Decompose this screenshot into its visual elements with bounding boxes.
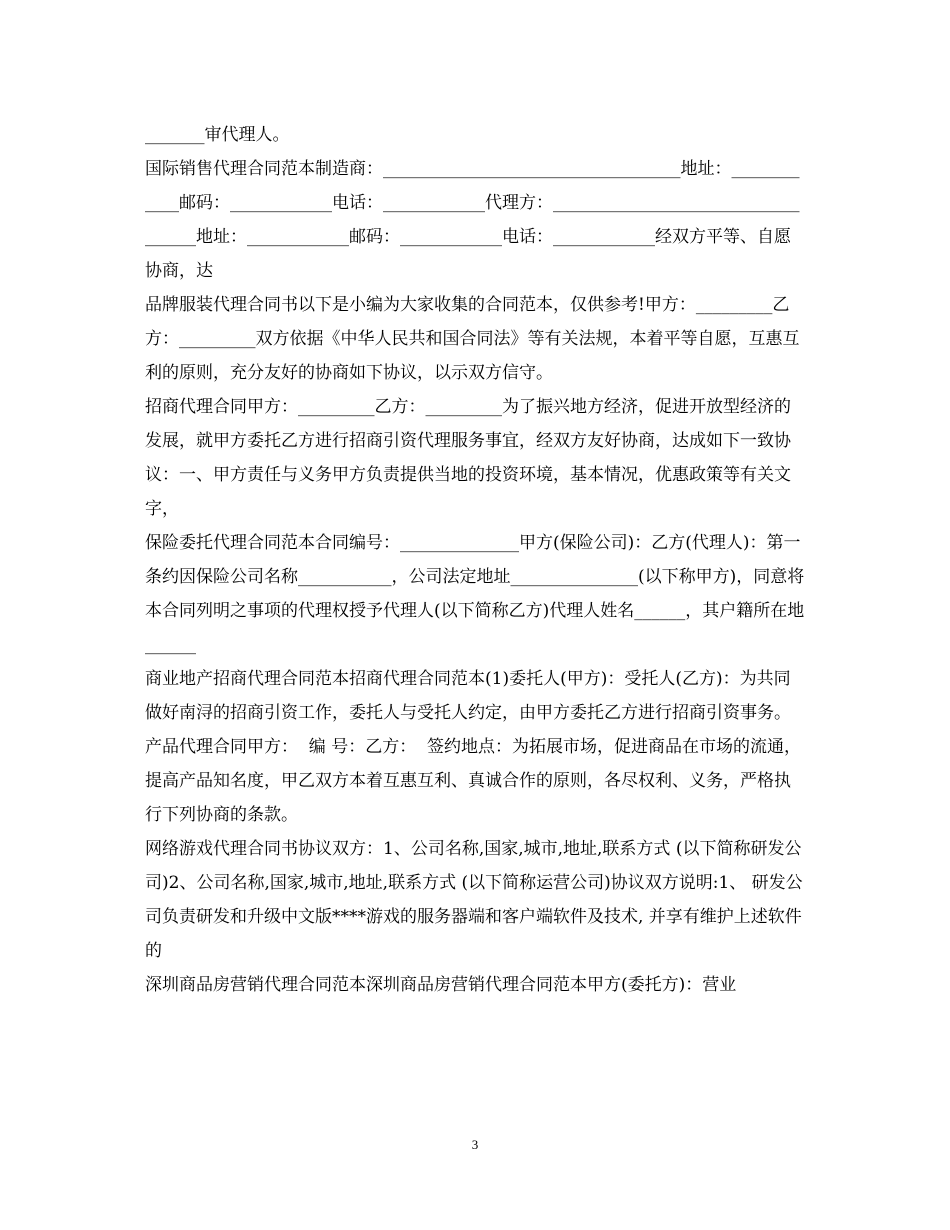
paragraph: 国际销售代理合同范本制造商：___________________________________地址：____________邮码：____________电话：____________代理方：___________________________________地址：____________邮码：____________电话：____________经双方平等、自愿协商，达: [145, 159, 800, 281]
paragraph: 招商代理合同甲方：_________乙方：_________为了振兴地方经济，促进开放型经济的发展，就甲方委托乙方进行招商引资代理服务事宜，经双方友好协商，达成如下一致协议：一、甲方责任与义务甲方负责提供当地的投资环境，基本情况，优惠政策等有关文字，: [145, 397, 791, 519]
page-number: 3: [471, 1137, 479, 1152]
paragraph: 商业地产招商代理合同范本招商代理合同范本(1)委托人(甲方)：受托人(乙方)：为共同做好南浔的招商引资工作，委托人与受托人约定，由甲方委托乙方进行招商引资事务。: [145, 669, 791, 723]
paragraph: 产品代理合同甲方： 编 号：乙方： 签约地点：为拓展市场，促进商品在市场的流通，提高产品知名度，甲乙双方本着互惠互利、真诚合作的原则，各尽权利、义务，严格执行下列协商的条款。: [145, 737, 802, 825]
paragraph: 网络游戏代理合同书协议双方：1、公司名称,国家,城市,地址,联系方式 (以下简称研发公司)2、公司名称,国家,城市,地址,联系方式 (以下简称运营公司)协议双方说明:1、 研发公司负责研发和升级中文版****游戏的服务器端和客户端软件及技术, 并享有维护上述软件的: [145, 839, 803, 961]
paragraph: _______审代理人。: [145, 125, 290, 145]
paragraph: 保险委托代理合同范本合同编号：______________甲方(保险公司)：乙方(代理人)：第一条约因保险公司名称___________，公司法定地址_______________(以下称甲方)，同意将本合同列明之事项的代理权授予代理人(以下简称乙方)代理人姓名______，其户籍所在地______: [145, 533, 805, 655]
document-body: [145, 118, 805, 1002]
paragraph: 品牌服装代理合同书以下是小编为大家收集的合同范本，仅供参考!甲方：_________乙方：_________双方依据《中华人民共和国合同法》等有关法规，本着平等自愿，互惠互利的原则，充分友好的协商如下协议，以示双方信守。: [145, 295, 800, 383]
paragraph: 深圳商品房营销代理合同范本深圳商品房营销代理合同范本甲方(委托方)：营业: [145, 975, 737, 995]
